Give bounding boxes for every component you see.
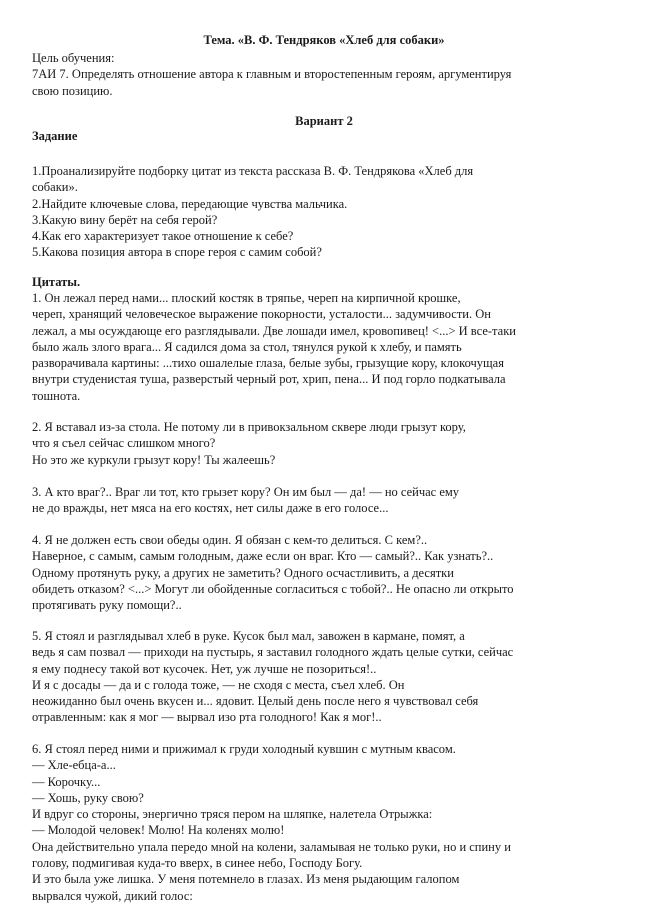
task-line: 1.Проанализируйте подборку цитат из текста рассказа В. Ф. Тендрякова «Хлеб для (32, 164, 474, 178)
quote-line: череп, хранящий человеческое выражение покорности, усталости... задумчивости. Он (32, 307, 491, 322)
objective-line: 7АИ 7. Определять отношение автора к главным и второстепенным героям, аргументируя (32, 67, 512, 82)
learning-objective (32, 50, 632, 99)
quote-line: тошнота. (32, 388, 81, 403)
quote-line: 3. А кто враг?.. Враг ли тот, кто грызет кору? Он им был — да! — но сейчас ему (32, 485, 460, 499)
quote-line: И я с досады — да и с голода тоже, — не сходя с места, съел хлеб. Он (32, 677, 405, 692)
quote-line: 2. Я вставал из-за стола. Не потому ли в привокзальном сквере люди грызут кору, (32, 420, 466, 434)
quote-line: — Хошь, руку свою? (32, 790, 144, 805)
quote-line: И вдруг со стороны, энергично тряся пером на шляпке, налетела Отрыжка: (32, 807, 433, 822)
quote-line: Но это же куркули грызут кору! Ты жалеешь? (32, 452, 276, 467)
quote-line: неожиданно был очень вкусен и... ядовит. Целый день после него я чувствовал себя (32, 694, 479, 709)
quote-line: что я съел сейчас слишком много? (32, 436, 216, 451)
quote-line: ведь я сам позвал — приходи на пустырь, я заставил голодного ждать целые сутки, сейчас (32, 645, 514, 660)
quote-line: отравленным: как я мог — вырвал изо рта голодного! Как я мог!.. (32, 710, 382, 725)
task-line: собаки». (32, 180, 78, 195)
quote-line: протягивать руку помощи?.. (32, 598, 182, 613)
quote-line: И это была уже лишка. У меня потемнело в глазах. Из меня рыдающим галопом (32, 872, 460, 887)
quote-line: было жаль злого врага... Я садился дома за стол, тянулся рукой к хлебу, и память (32, 339, 462, 354)
quote-line: Наверное, с самым, самым голодным, даже если он враг. Кто — самый?.. Как узнать?.. (32, 549, 494, 564)
quote-6 (32, 741, 632, 904)
task-list (32, 163, 632, 261)
quote-line: 1. Он лежал перед нами... плоский костяк в тряпье, череп на кирпичной крошке, (32, 291, 461, 305)
quote-line: обидеть отказом? <...> Могут ли обойденные согласиться с тобой?.. Не опасно ли открыто (32, 581, 514, 596)
quotes-heading: Цитаты. (32, 275, 81, 289)
document-title: Тема. «В. Ф. Тендряков «Хлеб для собаки» (203, 33, 445, 47)
quote-line: вырвался чужой, дикий голос: (32, 888, 193, 903)
quote-line: лежал, а мы осуждающе его разглядывали. Две лошади имел, кровопивец! <...> И все-таки (32, 323, 516, 338)
objective-label: Цель обучения: (32, 51, 115, 65)
quote-3 (32, 484, 632, 517)
quote-line: — Корочку... (32, 774, 101, 789)
quotes-heading-block (32, 274, 632, 290)
quote-line: — Хле-ебца-а... (32, 758, 116, 773)
task-section (32, 128, 632, 144)
quote-line: 6. Я стоял перед ними и прижимал к груди холодный кувшин с мутным квасом. (32, 742, 456, 756)
quote-line: 4. Я не должен есть свои обеды один. Я обязан с кем-то делиться. С кем?.. (32, 533, 428, 547)
task-line: 3.Какую вину берёт на себя герой? (32, 212, 218, 227)
quote-4 (32, 532, 632, 613)
objective-line: свою позицию. (32, 83, 113, 98)
quote-line: Одному протянуть руку, а других не заметить? Одного осчастливить, а десятки (32, 565, 454, 580)
quote-line: разворачивала картины: ...тихо ошалелые глаза, белые зубы, грызущие кору, клокочущая (32, 356, 504, 371)
task-heading: Задание (32, 129, 78, 143)
quote-2 (32, 419, 632, 468)
task-line: 5.Какова позиция автора в споре героя с самим собой? (32, 245, 322, 260)
quote-line: не до вражды, нет мяса на его костях, нет силы даже в его голосе... (32, 501, 389, 516)
quote-line: Она действительно упала передо мной на колени, заламывая не только руки, но и спину и (32, 839, 511, 854)
quote-line: голову, подмигивая куда-то вверх, в синее небо, Господу Богу. (32, 856, 363, 871)
quote-5 (32, 628, 632, 726)
quote-line: я ему поднесу такой вот кусочек. Нет, уж лучше не позориться!.. (32, 661, 377, 676)
quote-line: 5. Я стоял и разглядывал хлеб в руке. Кусок был мал, завожен в кармане, помят, а (32, 629, 465, 643)
quote-1 (32, 290, 632, 404)
task-line: 2.Найдите ключевые слова, передающие чувства мальчика. (32, 196, 348, 211)
task-line: 4.Как его характеризует такое отношение к себе? (32, 229, 294, 244)
variant-heading: Вариант 2 (295, 114, 353, 128)
quote-line: внутри студенистая туша, разверстый черный рот, хрип, пена... И под горло подкатывала (32, 372, 506, 387)
quote-line: — Молодой человек! Молю! На коленях молю! (32, 823, 285, 838)
